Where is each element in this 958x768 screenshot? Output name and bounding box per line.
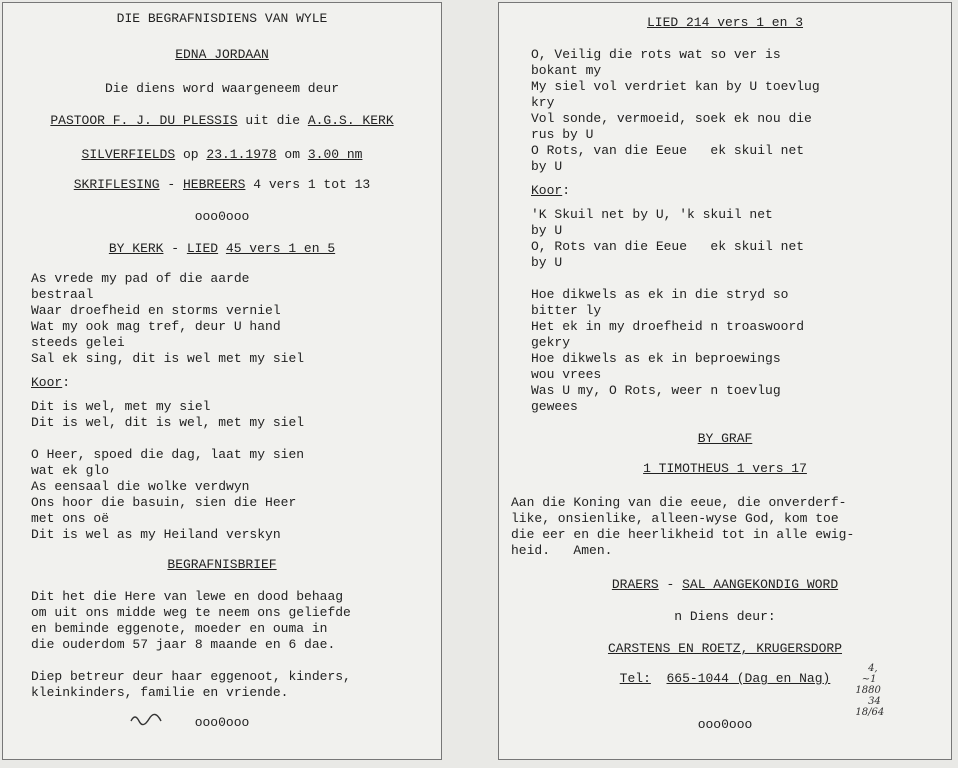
pastor-name: PASTOOR F. J. DU PLESSIS bbox=[50, 113, 238, 128]
verse-line: gewees bbox=[531, 399, 578, 414]
verse-line: rus by U bbox=[531, 127, 594, 142]
reading-book: HEBREERS bbox=[182, 177, 246, 192]
obituary-title: BEGRAFNISBRIEF bbox=[167, 557, 277, 572]
verse-line: O, Veilig die rots wat so ver is bbox=[531, 47, 781, 62]
divider: ooo0ooo bbox=[697, 717, 753, 732]
hymn-label: LIED bbox=[186, 241, 219, 256]
scripture-line: Aan die Koning van die eeue, die onverderf- bbox=[511, 495, 847, 510]
mourners-line: kleinkinders, familie en vriende. bbox=[31, 685, 289, 700]
verse-line: Sal ek sing, dit is wel met my siel bbox=[31, 351, 305, 366]
verse-line: Dit is wel as my Heiland verskyn bbox=[31, 527, 281, 542]
verse-line: by U bbox=[531, 159, 563, 174]
obituary-line: die ouderdom 57 jaar 8 maande en 6 dae. bbox=[31, 637, 336, 652]
verse-line: Vol sonde, vermoeid, soek ek nou die bbox=[531, 111, 812, 126]
verse-line: wou vrees bbox=[531, 367, 602, 382]
obituary-line: om uit ons midde weg te neem ons geliefde bbox=[31, 605, 351, 620]
verse-line: Waar droefheid en storms verniel bbox=[31, 303, 281, 318]
verse-line: met ons oë bbox=[31, 511, 110, 526]
verse-line: bitter ly bbox=[531, 303, 602, 318]
verse-line: Wat my ook mag tref, deur U hand bbox=[31, 319, 281, 334]
verse-line: As eensaal die wolke verdwyn bbox=[31, 479, 250, 494]
tel-number: 665-1044 (Dag en Nag) bbox=[666, 671, 831, 686]
bearers-line: DRAERS - SAL AANGEKONDIG WORD bbox=[611, 577, 839, 592]
scripture-line: die eer en die heerlikheid tot in alle ewig- bbox=[511, 527, 855, 542]
church-hymn-heading: BY KERK - LIED 45 vers 1 en 5 bbox=[108, 241, 336, 256]
verse-line: Hoe dikwels as ek in beproewings bbox=[531, 351, 781, 366]
chorus-line: by U bbox=[531, 223, 563, 238]
verse-line: gekry bbox=[531, 335, 571, 350]
chorus-line: Dit is wel, dit is wel, met my siel bbox=[31, 415, 305, 430]
chorus-label: Koor bbox=[531, 183, 563, 198]
reading-label: SKRIFLESING bbox=[73, 177, 160, 192]
place: SILVERFIELDS bbox=[81, 147, 176, 162]
verse-line: O Heer, spoed die dag, laat my sien bbox=[31, 447, 305, 462]
chorus-line: 'K Skuil net by U, 'k skuil net bbox=[531, 207, 773, 222]
mourners-line: Diep betreur deur haar eggenoot, kinders, bbox=[31, 669, 351, 684]
verse-line: bestraal bbox=[31, 287, 94, 302]
service-by: n Diens deur: bbox=[674, 609, 776, 624]
chorus-line: by U bbox=[531, 255, 563, 270]
conducted-by: Die diens word waargeneem deur bbox=[104, 81, 340, 96]
church-name: A.G.S. KERK bbox=[307, 113, 394, 128]
verse-line: Was U my, O Rots, weer n toevlug bbox=[531, 383, 781, 398]
chorus-heading: Koor: bbox=[31, 375, 71, 390]
verse-line: wat ek glo bbox=[31, 463, 110, 478]
tel-label: Tel: bbox=[619, 671, 651, 686]
scripture-line: like, onsienlike, alleen-wyse God, kom toe bbox=[511, 511, 839, 526]
grave-title: BY GRAF bbox=[697, 431, 753, 446]
scripture-line: heid. Amen. bbox=[511, 543, 613, 558]
hymn-ref: 45 vers 1 en 5 bbox=[225, 241, 336, 256]
bearers-label: DRAERS bbox=[611, 577, 659, 592]
chorus-line: Dit is wel, met my siel bbox=[31, 399, 211, 414]
verse-line: bokant my bbox=[531, 63, 602, 78]
divider: ooo0ooo bbox=[194, 209, 250, 224]
obituary-line: Dit het die Here van lewe en dood behaag bbox=[31, 589, 344, 604]
chorus-label: Koor bbox=[31, 375, 63, 390]
right-page bbox=[498, 2, 952, 760]
verse-line: As vrede my pad of die aarde bbox=[31, 271, 250, 286]
verse-line: kry bbox=[531, 95, 555, 110]
reading-ref: 4 vers 1 tot 13 bbox=[253, 177, 371, 192]
reading-line: SKRIFLESING - HEBREERS 4 vers 1 tot 13 bbox=[73, 177, 371, 192]
handwritten-notes: 4, ~1 1880 34 18/64 bbox=[855, 663, 885, 718]
verse-line: My siel vol verdriet kan by U toevlug bbox=[531, 79, 820, 94]
hymn-title: LIED 214 vers 1 en 3 bbox=[646, 15, 804, 30]
time: 3.00 nm bbox=[307, 147, 363, 162]
date-line: SILVERFIELDS op 23.1.1978 om 3.00 nm bbox=[81, 147, 363, 162]
chorus-heading: Koor: bbox=[531, 183, 571, 198]
chorus-line: O, Rots van die Eeue ek skuil net bbox=[531, 239, 805, 254]
scripture-ref: 1 TIMOTHEUS 1 vers 17 bbox=[643, 461, 807, 476]
verse-line: Hoe dikwels as ek in die stryd so bbox=[531, 287, 789, 302]
pastor-line: PASTOOR F. J. DU PLESSIS uit die A.G.S. KERK bbox=[50, 113, 394, 128]
date: 23.1.1978 bbox=[206, 147, 277, 162]
service-header: DIE BEGRAFNISDIENS VAN WYLE bbox=[116, 11, 328, 26]
undertaker: CARSTENS EN ROETZ, KRUGERSDORP bbox=[607, 641, 843, 656]
obituary-line: en beminde eggenote, moeder en ouma in bbox=[31, 621, 328, 636]
deceased-name: EDNA JORDAAN bbox=[175, 47, 269, 62]
verse-line: Ons hoor die basuin, sien die Heer bbox=[31, 495, 297, 510]
bearers-text: SAL AANGEKONDIG WORD bbox=[682, 577, 839, 592]
verse-line: steeds gelei bbox=[31, 335, 125, 350]
divider: ooo0ooo bbox=[194, 715, 250, 730]
verse-line: Het ek in my droefheid n troaswoord bbox=[531, 319, 805, 334]
verse-line: O Rots, van die Eeue ek skuil net bbox=[531, 143, 805, 158]
left-page bbox=[2, 2, 442, 760]
church-section: BY KERK bbox=[108, 241, 164, 256]
